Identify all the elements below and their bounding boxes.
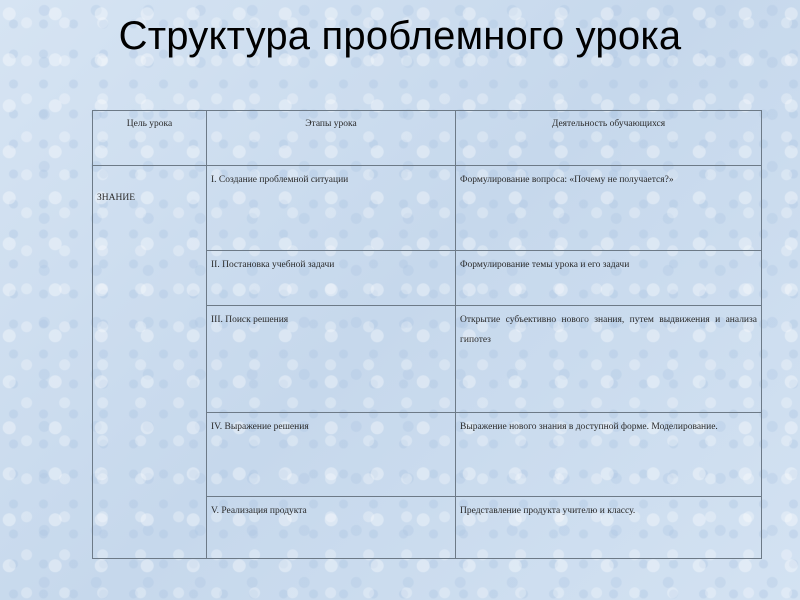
goal-cell: ЗНАНИЕ — [93, 166, 207, 559]
activity-cell: Представление продукта учителю и классу. — [456, 497, 762, 559]
header-goal: Цель урока — [93, 111, 207, 166]
lesson-structure-table — [92, 110, 762, 559]
activity-cell: Открытие субъективно нового знания, путем выдвижения и анализа гипотез — [456, 306, 762, 413]
stage-cell: I. Создание проблемной ситуации — [207, 166, 456, 251]
table-header-row — [93, 111, 762, 166]
header-stages: Этапы урока — [207, 111, 456, 166]
activity-cell: Формулирование вопроса: «Почему не получается?» — [456, 166, 762, 251]
activity-cell: Выражение нового знания в доступной форме. Моделирование. — [456, 413, 762, 497]
table-row — [93, 166, 762, 251]
stage-cell: III. Поиск решения — [207, 306, 456, 413]
activity-cell: Формулирование темы урока и его задачи — [456, 251, 762, 306]
slide-title: Структура проблемного урока — [118, 14, 682, 58]
stage-cell: II. Постановка учебной задачи — [207, 251, 456, 306]
header-activity: Деятельность обучающихся — [456, 111, 762, 166]
stage-cell: V. Реализация продукта — [207, 497, 456, 559]
stage-cell: IV. Выражение решения — [207, 413, 456, 497]
